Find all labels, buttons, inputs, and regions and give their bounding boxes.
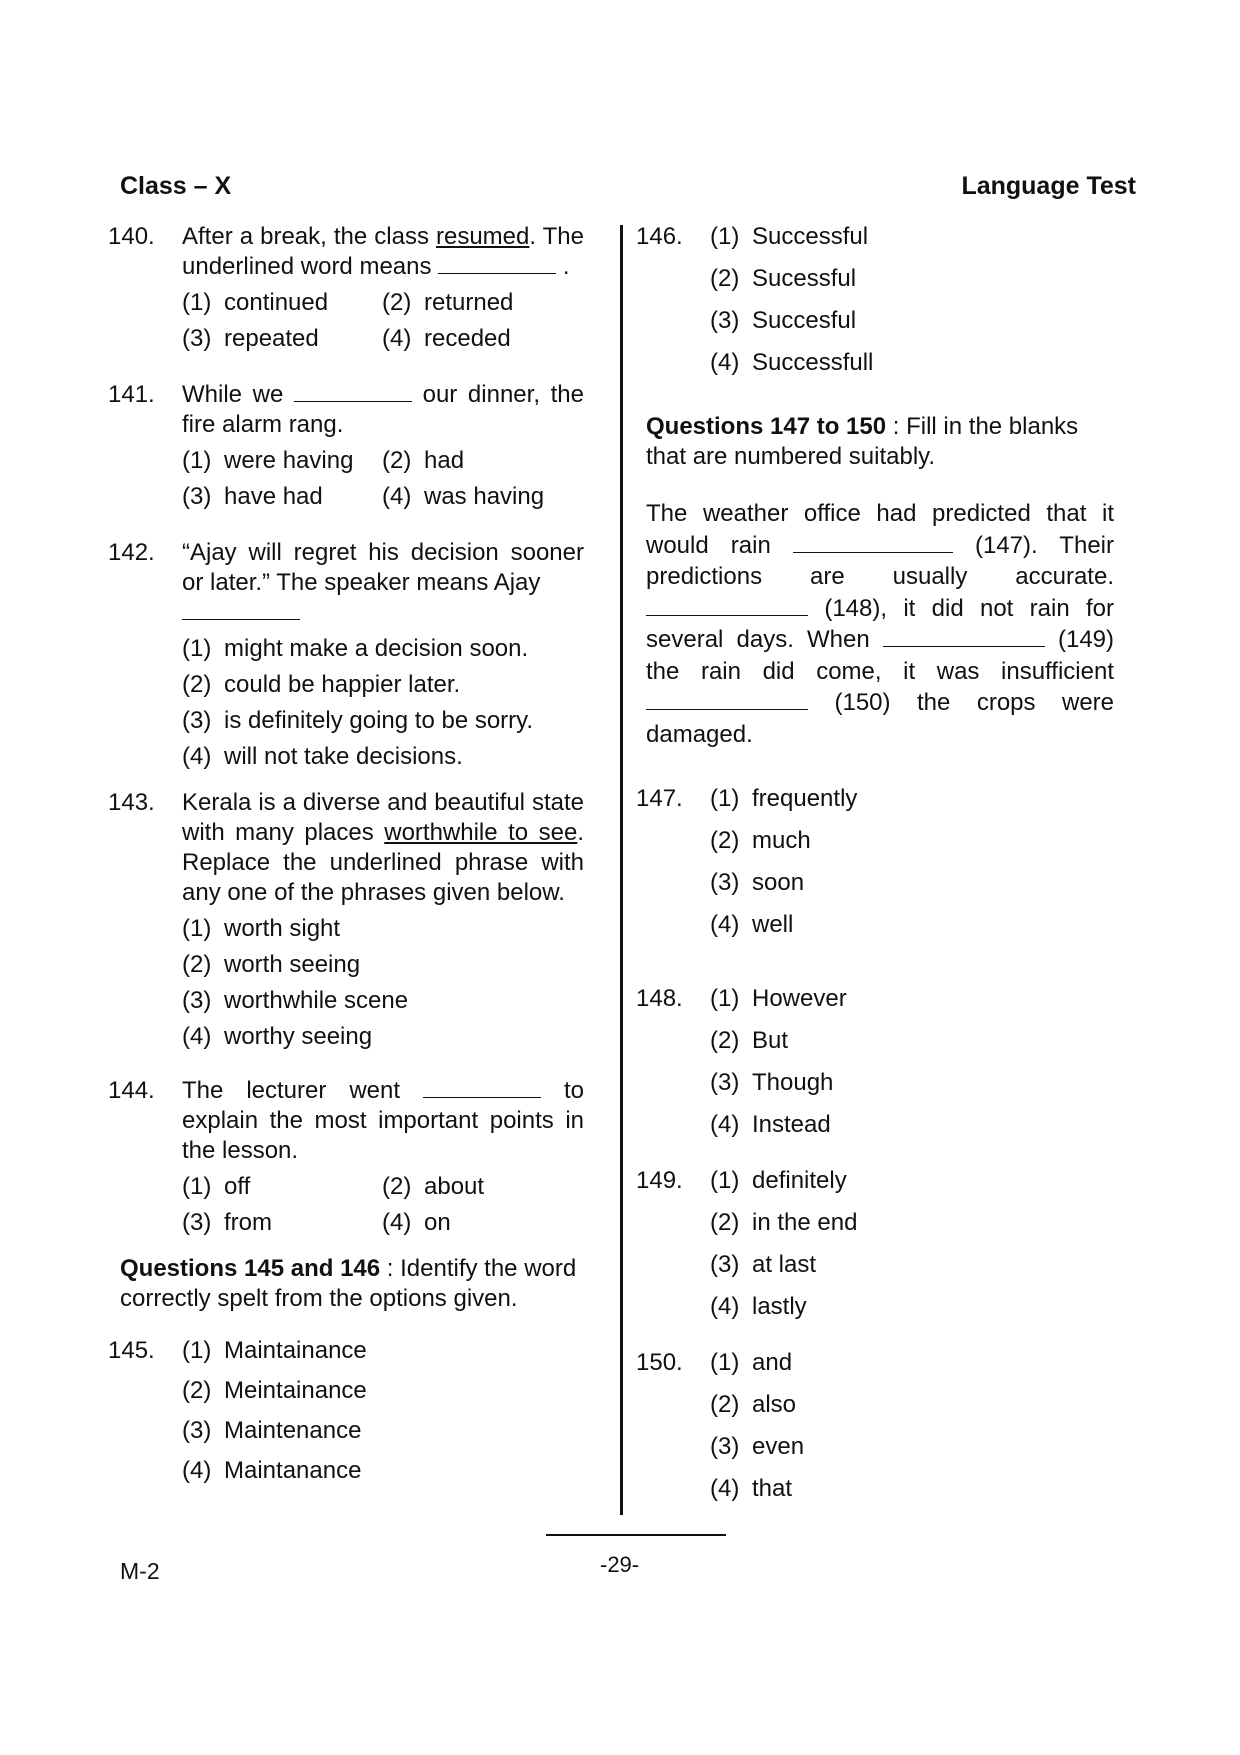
option-1[interactable]: (1) might make a decision soon. [182, 635, 529, 662]
option-4[interactable]: (4) Maintanance [182, 1457, 362, 1484]
options [710, 1348, 1114, 1504]
answer-blank [182, 601, 300, 620]
option-2[interactable]: (2) in the end [710, 1209, 858, 1236]
question-147 [636, 784, 1114, 940]
question-number: 140. [108, 223, 155, 250]
question-text: “Ajay will regret his decision sooner or later.” The speaker means Ajay [182, 539, 584, 596]
option-1[interactable]: (1) were having [182, 447, 354, 474]
footer-rule [546, 1534, 726, 1536]
question-143 [108, 788, 584, 1052]
option-1[interactable]: (1) Maintainance [182, 1337, 367, 1364]
question-number: 144. [108, 1077, 155, 1104]
option-3[interactable]: (3) Succesful [710, 307, 857, 334]
option-1[interactable]: (1) frequently [710, 785, 858, 812]
option-2[interactable]: (2) Meintainance [182, 1377, 367, 1404]
question-text: Kerala is a diverse and beautiful state with many places worthwhile to see. Replace the underlined phrase with any one of the phrases given below. [182, 789, 584, 906]
option-4[interactable]: (4) that [710, 1475, 793, 1502]
option-2[interactable]: (2) returned [382, 289, 514, 316]
test-title: Language Test [961, 172, 1136, 200]
blank-148 [646, 597, 808, 616]
option-2[interactable]: (2) could be happier later. [182, 671, 461, 698]
option-1[interactable]: (1) worth sight [182, 915, 341, 942]
options [182, 1172, 584, 1238]
option-4[interactable]: (4) worthy seeing [182, 1023, 373, 1050]
option-2[interactable]: (2) also [710, 1391, 797, 1418]
question-150 [636, 1348, 1114, 1504]
option-4[interactable]: (4) lastly [710, 1293, 807, 1320]
answer-blank [438, 255, 556, 274]
option-4[interactable]: (4) on [382, 1209, 451, 1236]
options [182, 446, 584, 512]
options [710, 1166, 1114, 1322]
option-4[interactable]: (4) was having [382, 483, 545, 510]
option-4[interactable]: (4) Instead [710, 1111, 831, 1138]
option-3[interactable]: (3) Maintenance [182, 1417, 362, 1444]
option-2[interactable]: (2) Sucessful [710, 265, 857, 292]
question-number: 147. [636, 785, 683, 812]
options [182, 634, 584, 772]
option-4[interactable]: (4) will not take decisions. [182, 743, 463, 770]
question-141 [108, 380, 584, 512]
option-4[interactable]: (4) well [710, 911, 794, 938]
instruction-147-150: Questions 147 to 150 : Fill in the blanks that are numbered suitably. [646, 413, 1079, 470]
option-1[interactable]: (1) However [710, 985, 847, 1012]
option-3[interactable]: (3) from [182, 1209, 272, 1236]
option-3[interactable]: (3) have had [182, 483, 323, 510]
question-number: 148. [636, 985, 683, 1012]
question-146 [636, 222, 1114, 378]
cloze-passage: The weather office had predicted that it would rain (147). Their predictions are usually accurate. (148), it did not rain for several days. When (149) the rain did come, it was insufficient (150) the crops were damaged. [646, 500, 1115, 748]
left-column [108, 222, 584, 1486]
answer-blank [423, 1079, 541, 1098]
option-3[interactable]: (3) worthwhile scene [182, 987, 409, 1014]
option-2[interactable]: (2) about [382, 1173, 485, 1200]
question-number: 142. [108, 539, 155, 566]
question-number: 150. [636, 1349, 683, 1376]
blank-150 [646, 691, 808, 710]
options [710, 784, 1114, 940]
question-number: 141. [108, 381, 155, 408]
question-140 [108, 222, 584, 354]
page-number: -29- [600, 1552, 640, 1577]
question-145 [108, 1336, 584, 1486]
options [182, 1336, 584, 1486]
option-3[interactable]: (3) soon [710, 869, 805, 896]
option-1[interactable]: (1) and [710, 1349, 793, 1376]
option-2[interactable]: (2) worth seeing [182, 951, 361, 978]
answer-blank [294, 383, 412, 402]
question-148 [636, 984, 1114, 1140]
options [182, 914, 584, 1052]
column-divider [620, 225, 623, 1515]
options [710, 222, 1114, 378]
options [710, 984, 1114, 1140]
option-1[interactable]: (1) continued [182, 289, 329, 316]
options [182, 288, 584, 354]
option-2[interactable]: (2) But [710, 1027, 789, 1054]
instruction-145-146: Questions 145 and 146 : Identify the word correctly spelt from the options given. [120, 1255, 577, 1312]
question-number: 146. [636, 223, 683, 250]
option-3[interactable]: (3) Though [710, 1069, 834, 1096]
question-number: 149. [636, 1167, 683, 1194]
question-number: 143. [108, 789, 155, 816]
question-text: After a break, the class resumed. The underlined word means . [182, 223, 584, 280]
paper-code: M-2 [120, 1558, 160, 1584]
option-4[interactable]: (4) receded [382, 325, 511, 352]
option-1[interactable]: (1) off [182, 1173, 251, 1200]
blank-147 [793, 534, 953, 553]
option-2[interactable]: (2) much [710, 827, 811, 854]
right-column [636, 222, 1114, 1504]
question-text: While we our dinner, the fire alarm rang. [182, 381, 584, 438]
option-4[interactable]: (4) Successfull [710, 349, 874, 376]
option-3[interactable]: (3) at last [710, 1251, 817, 1278]
option-3[interactable]: (3) repeated [182, 325, 319, 352]
option-2[interactable]: (2) had [382, 447, 465, 474]
option-3[interactable]: (3) is definitely going to be sorry. [182, 707, 534, 734]
question-149 [636, 1166, 1114, 1322]
question-142 [108, 538, 584, 772]
question-144 [108, 1076, 584, 1238]
blank-149 [883, 628, 1045, 647]
class-label: Class – X [120, 172, 232, 200]
question-text: The lecturer went to explain the most important points in the lesson. [182, 1077, 585, 1164]
option-1[interactable]: (1) Successful [710, 223, 869, 250]
question-number: 145. [108, 1337, 155, 1364]
option-1[interactable]: (1) definitely [710, 1167, 847, 1194]
option-3[interactable]: (3) even [710, 1433, 805, 1460]
